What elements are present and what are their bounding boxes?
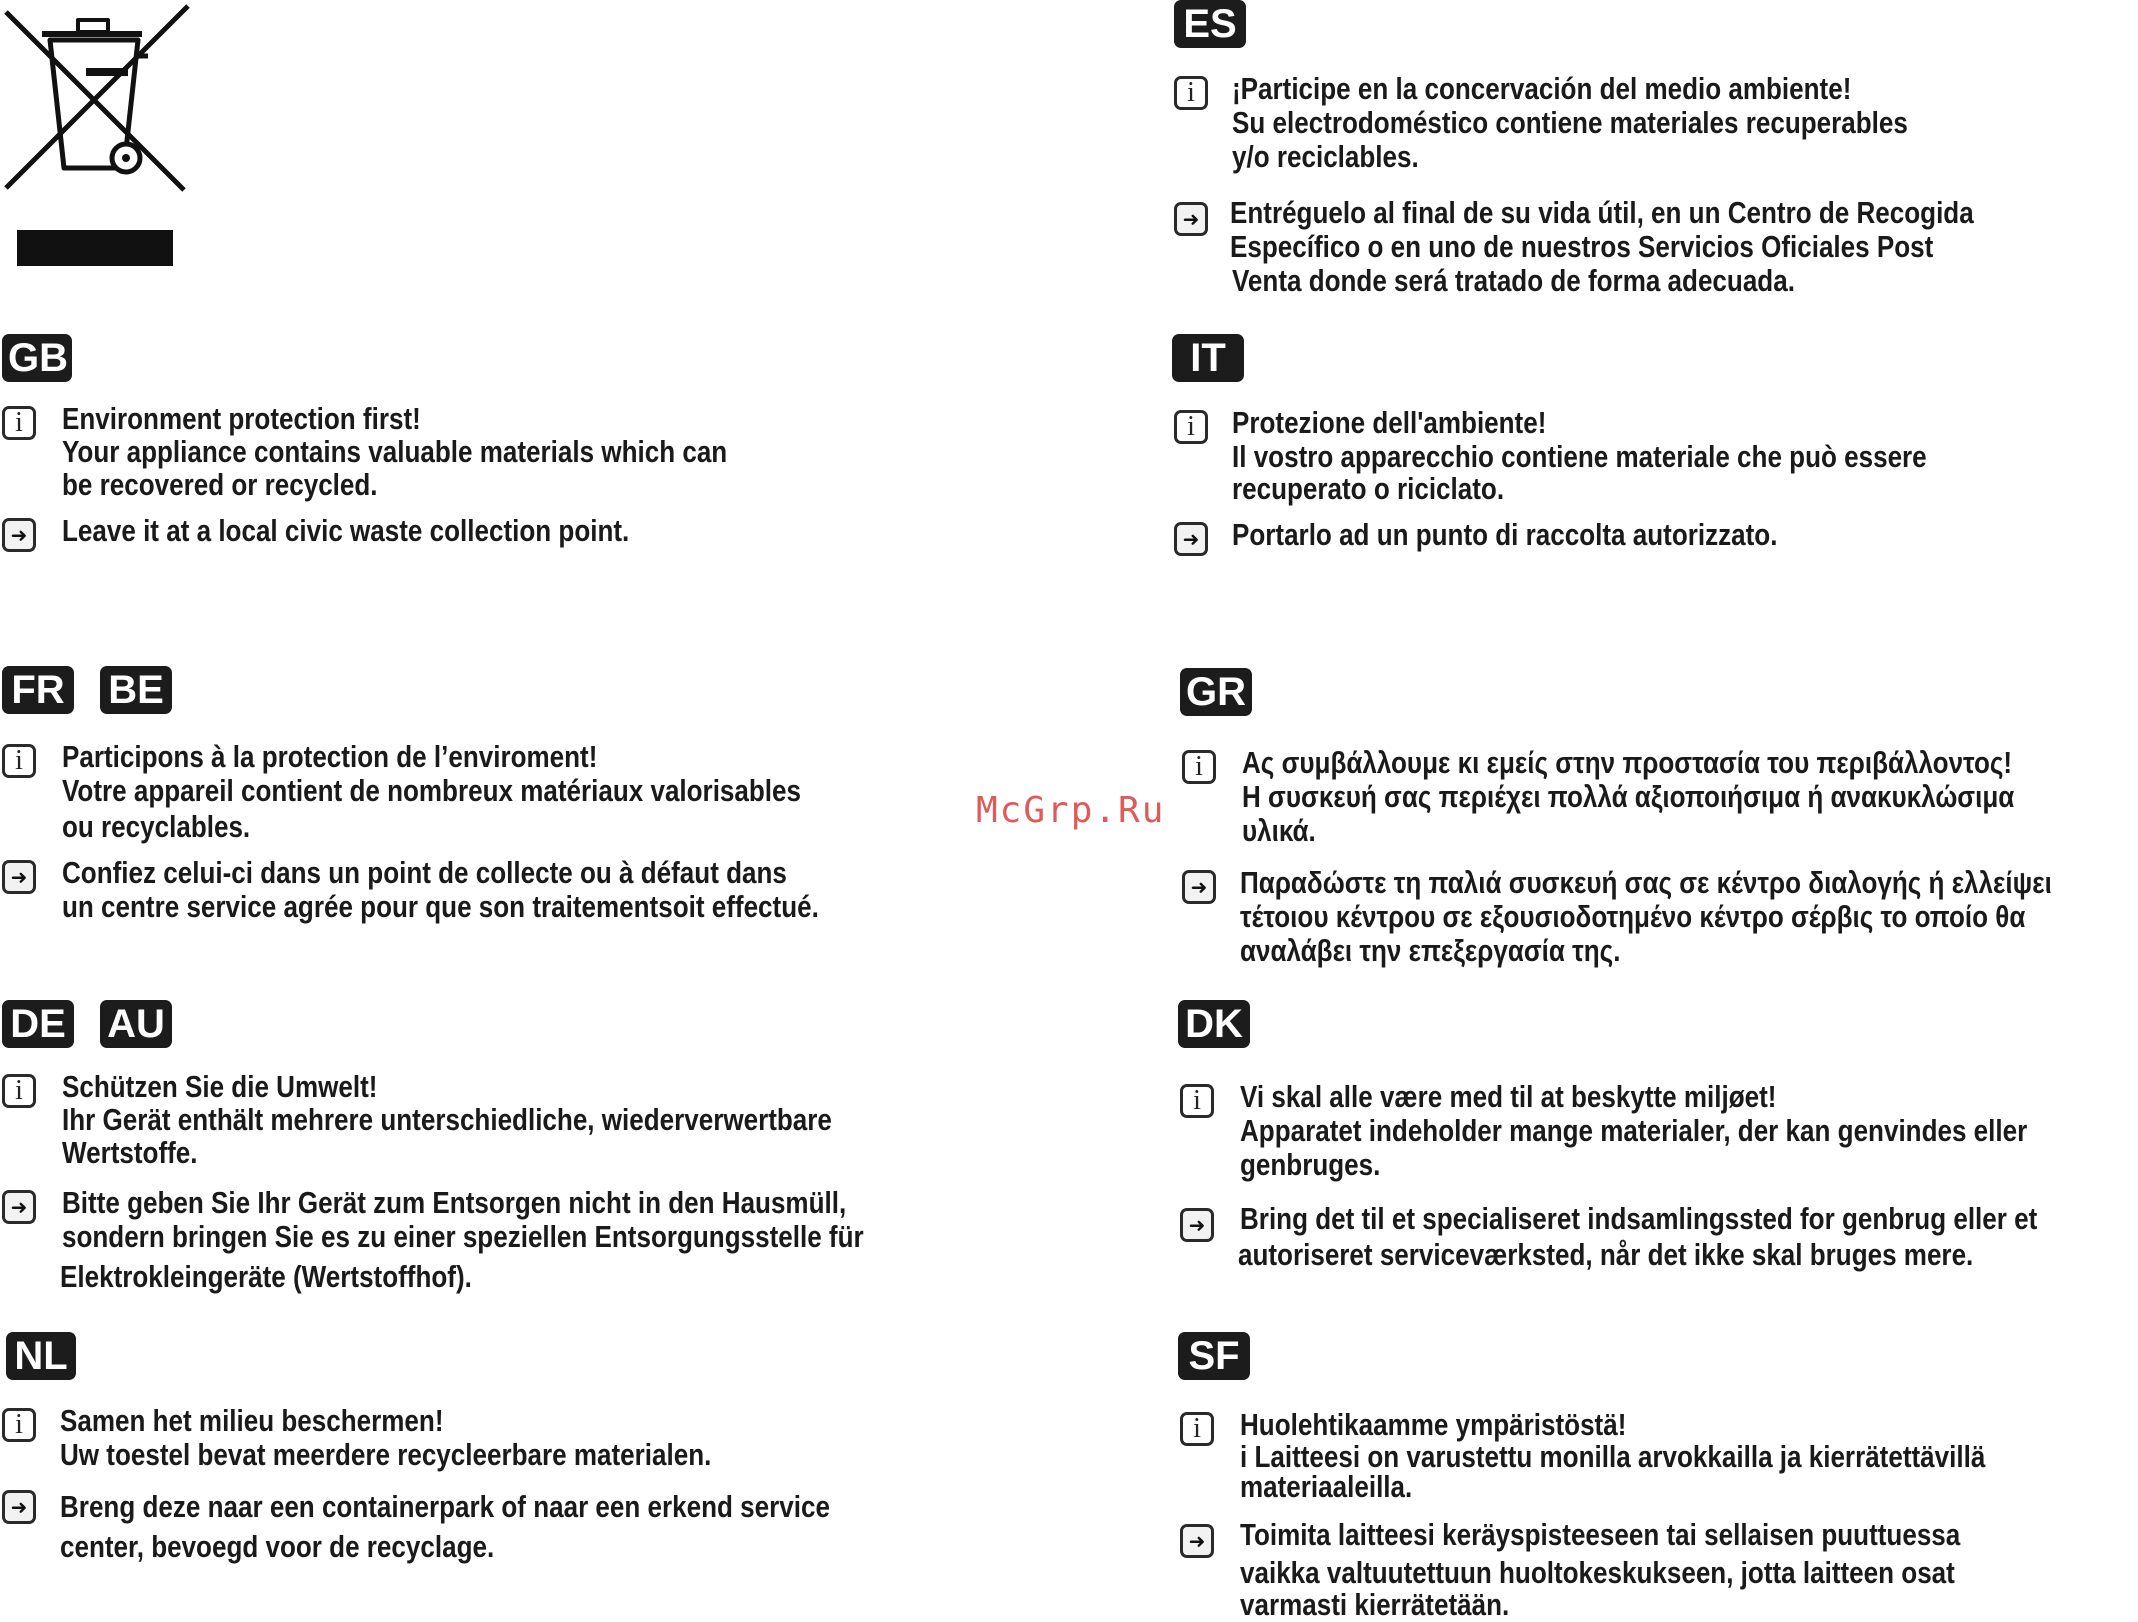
arrow-right-icon: ➜ (1182, 870, 1216, 904)
lang-badge-de: DE (2, 1000, 74, 1048)
info-line: materiaaleilla. (1240, 1469, 1413, 1504)
info-line: υλικά. (1242, 813, 1316, 848)
arrow-right-icon: ➜ (2, 1490, 36, 1524)
info-icon: i (1180, 1084, 1214, 1118)
action-line: Leave it at a local civic waste collection point. (62, 513, 630, 548)
info-line: Ihr Gerät enthält mehrere unterschiedliche, wiederverwertbare (62, 1102, 832, 1137)
info-line: Votre appareil contient de nombreux matériaux valorisables (62, 773, 802, 808)
info-line: recuperato o riciclato. (1232, 471, 1505, 506)
lang-badge-gb: GB (2, 334, 72, 382)
info-line: Ας συμβάλλουμε κι εμείς στην προστασία του περιβάλλοντος! (1242, 745, 2013, 780)
action-line: vaikka valtuutettuun huoltokeskukseen, jotta laitteen osat (1240, 1555, 1955, 1590)
action-line: Elektrokleingeräte (Wertstoffhof). (60, 1259, 472, 1294)
info-line: Il vostro apparecchio contiene materiale che può essere (1232, 439, 1927, 474)
info-line: Samen het milieu beschermen! (60, 1403, 444, 1438)
info-line: Su electrodoméstico contiene materiales recuperables (1232, 105, 1908, 140)
info-line: Environment protection first! (62, 401, 421, 436)
info-icon: i (2, 1074, 36, 1108)
action-line: Toimita laitteesi keräyspisteeseen tai sellaisen puuttuessa (1240, 1517, 1961, 1552)
info-icon: i (2, 406, 36, 440)
arrow-right-icon: ➜ (2, 518, 36, 552)
info-line: Η συσκευή σας περιέχει πολλά αξιοποιήσιμα ή ανακυκλώσιμα (1242, 779, 2015, 814)
info-line: Schützen Sie die Umwelt! (62, 1069, 378, 1104)
action-line: sondern bringen Sie es zu einer speziellen Entsorgungsstelle für (62, 1219, 864, 1254)
watermark: McGrp.Ru (976, 790, 1166, 831)
info-line: Huolehtikaamme ympäristöstä! (1240, 1407, 1627, 1442)
action-line: varmasti kierrätetään. (1240, 1587, 1510, 1622)
crossed-out-wheelie-bin-icon (0, 0, 200, 200)
info-line: i Laitteesi on varustettu monilla arvokkailla ja kierrätettävillä (1240, 1439, 1986, 1474)
info-icon: i (1182, 750, 1216, 784)
action-line: center, bevoegd voor de recyclage. (60, 1529, 495, 1564)
arrow-right-icon: ➜ (1180, 1524, 1214, 1558)
arrow-right-icon: ➜ (2, 1190, 36, 1224)
lang-badge-dk: DK (1178, 1000, 1250, 1048)
arrow-right-icon: ➜ (1174, 202, 1208, 236)
info-line: ¡Participe en la concervación del medio ambiente! (1232, 71, 1852, 106)
arrow-right-icon: ➜ (2, 860, 36, 894)
action-line: Entréguelo al final de su vida útil, en un Centro de Recogida (1230, 195, 1974, 230)
arrow-right-icon: ➜ (1174, 522, 1208, 556)
info-line: Your appliance contains valuable materials which can (62, 434, 728, 469)
action-line: Παραδώστε τη παλιά συσκευή σας σε κέντρο διαλογής ή ελλείψει (1240, 865, 2052, 900)
info-line: Uw toestel bevat meerdere recycleerbare materialen. (60, 1437, 712, 1472)
lang-badge-es: ES (1174, 0, 1246, 48)
action-line: τέτοιου κέντρου σε εξουσιοδοτημένο κέντρο σέρβις το οποίο θα (1240, 899, 2026, 934)
action-line: Confiez celui-ci dans un point de collecte ou à défaut dans (62, 855, 787, 890)
info-line: be recovered or recycled. (62, 467, 378, 502)
info-line: genbruges. (1240, 1147, 1381, 1182)
action-line: Breng deze naar een containerpark of naar een erkend service (60, 1489, 830, 1524)
lang-badge-be: BE (100, 666, 172, 714)
info-line: Apparatet indeholder mange materialer, der kan genvindes eller (1240, 1113, 2028, 1148)
lang-badge-fr: FR (2, 666, 74, 714)
info-icon: i (2, 1408, 36, 1442)
action-line: Venta donde será tratado de forma adecuada. (1232, 263, 1795, 298)
action-line: Bitte geben Sie Ihr Gerät zum Entsorgen nicht in den Hausmüll, (62, 1185, 847, 1220)
action-line: αναλάβει την επεξεργασία της. (1240, 933, 1621, 968)
info-line: y/o reciclables. (1232, 139, 1419, 174)
action-line: Bring det til et specialiseret indsamlingssted for genbrug eller et (1240, 1201, 2038, 1236)
info-line: Participons à la protection de l’enviroment! (62, 739, 598, 774)
weee-bar (17, 230, 173, 266)
lang-badge-gr: GR (1180, 668, 1252, 716)
action-line: Específico o en uno de nuestros Servicios Oficiales Post (1230, 229, 1934, 264)
lang-badge-nl: NL (6, 1332, 76, 1380)
info-icon: i (1180, 1412, 1214, 1446)
lang-badge-it: IT (1172, 334, 1244, 382)
action-line: autoriseret serviceværksted, når det ikke skal bruges mere. (1238, 1237, 1974, 1272)
action-line: un centre service agrée pour que son traitementsoit effectué. (62, 889, 819, 924)
action-line: Portarlo ad un punto di raccolta autorizzato. (1232, 517, 1778, 552)
lang-badge-au: AU (100, 1000, 172, 1048)
arrow-right-icon: ➜ (1180, 1208, 1214, 1242)
info-icon: i (1174, 410, 1208, 444)
info-icon: i (2, 744, 36, 778)
lang-badge-sf: SF (1178, 1332, 1250, 1380)
info-icon: i (1174, 76, 1208, 110)
info-line: Vi skal alle være med til at beskytte miljøet! (1240, 1079, 1777, 1114)
info-line: Wertstoffe. (62, 1135, 198, 1170)
info-line: Protezione dell'ambiente! (1232, 405, 1547, 440)
info-line: ou recyclables. (62, 809, 251, 844)
